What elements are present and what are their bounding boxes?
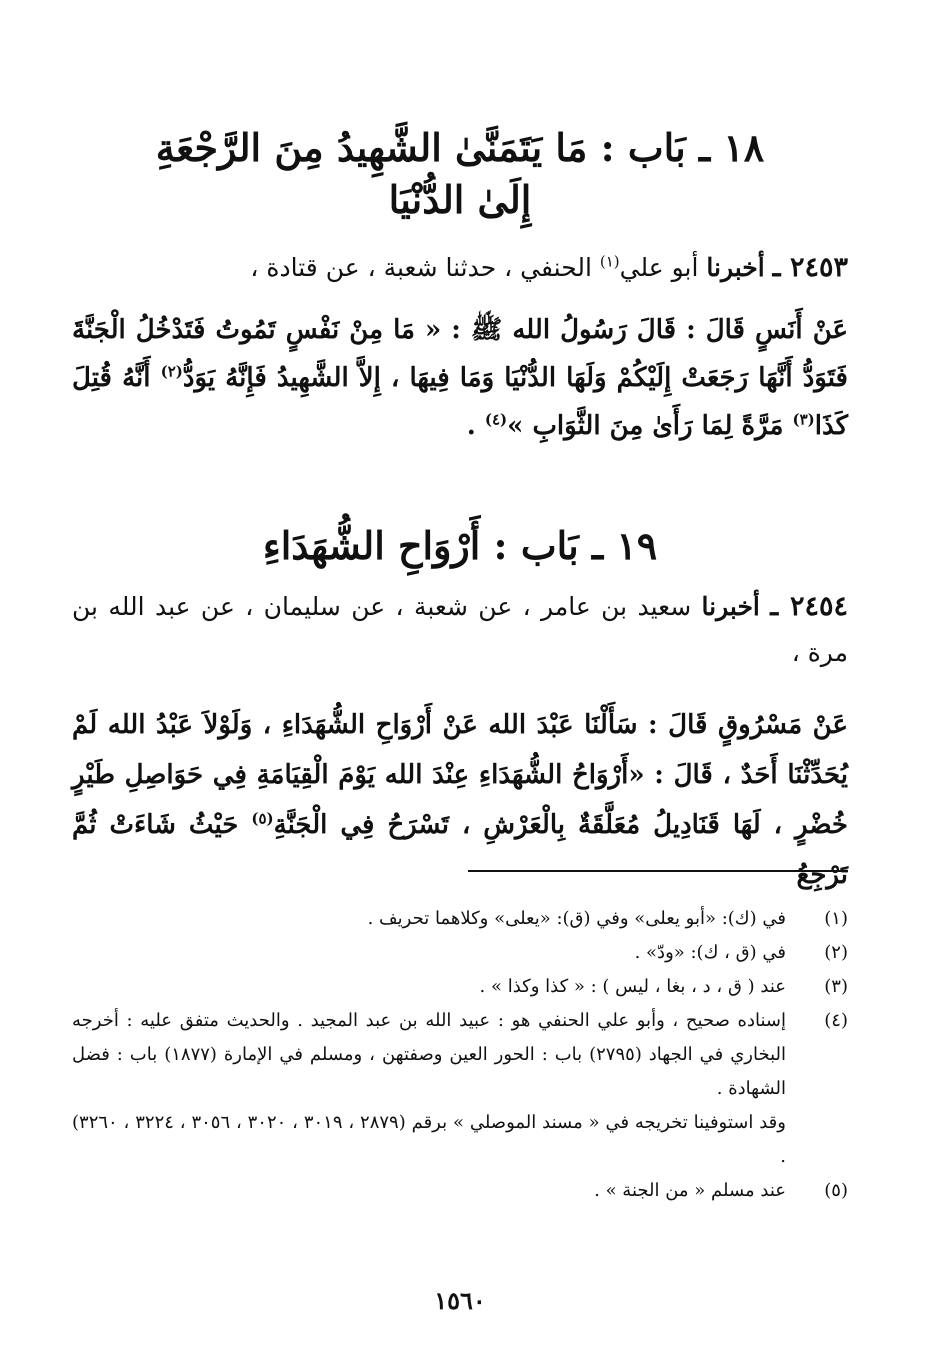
matn-text-c: مَرَّةً لِمَا رَأَىٰ مِنَ الثَّوَابِ » [507,411,784,441]
footnote-line: إسناده صحيح ، وأبو علي الحنفي هو : عبيد الله بن عبد المجيد . والحديث متفق عليه : أخرجه البخاري في الجهاد (٢٧٩٥) باب : الحور العين وصفتهن ، ومسلم في الإمارة (١٨٧٧) باب : فضل الشهادة . [72,1010,786,1099]
footnote-line: في (ك): «أبو يعلى» وفي (ق): «يعلى» وكلاهما تحريف . [367,908,786,929]
footnote-ref-4: (٤) [484,410,508,429]
footnote-marker: (٢) [824,942,848,963]
footnote-ref-3: (٣) [792,410,815,429]
footnote-item [72,1004,848,1174]
chapter-18-title-line-1: ١٨ ـ بَاب : مَا يَتَمَنَّىٰ الشَّهِيدُ مِنَ الرَّجْعَةِ [155,125,765,170]
hadith-2454-isnad [72,584,848,676]
matn-text-b: حَيْثُ شَاءَتْ ثُمَّ تَرْجِعُ [72,810,848,890]
isnad-chain: الحنفي ، حدثنا شعبة ، عن قتادة ، [250,253,592,282]
footnote-marker: (٤) [824,1010,848,1031]
footnote-text [72,1004,786,1174]
isnad-narrator: أبو علي [619,253,699,282]
book-page [72,0,848,1372]
matn-text-b: أَنَّهُ قُتِلَ كَذَا [72,363,848,441]
hadith-2453-matn [72,306,848,450]
footnote-item [72,936,848,970]
chapter-18-title-line-2: إِلَىٰ الدُّنْيَا [388,177,532,222]
chapter-19-heading [72,520,848,572]
akhbarana-word: أخبرنا [701,592,760,621]
matn-end: . [466,411,476,441]
footnotes-list [72,902,848,1208]
akhbarana-word: أخبرنا [706,253,765,282]
footnote-text [72,970,786,1004]
footnote-item [72,902,848,936]
hadith-number: ٢٤٥٣ ـ [772,252,848,283]
footnote-text [72,936,786,970]
footnote-item [72,970,848,1004]
footnote-marker: (١) [824,908,848,929]
footnote-marker: (٥) [824,1180,848,1201]
page-number: ١٥٦٠ [434,1286,486,1315]
chapter-18-heading [72,122,848,226]
footnote-line: عند مسلم « من الجنة » . [594,1180,786,1201]
footnote-separator [468,870,848,872]
chapter-19-title: ١٩ ـ بَاب : أَرْوَاحِ الشُّهَدَاءِ [262,523,658,568]
footnote-text [72,1174,786,1208]
matn-text-a: عَنْ مَسْرُوقٍ قَالَ : سَأَلْنَا عَبْدَ الله عَنْ أَرْوَاحِ الشُّهَدَاءِ ، وَلَوْلاَ عَبْدُ الله لَمْ يُحَدِّثْنَا أَحَدٌ ، قَالَ : «أَرْوَاحُ الشُّهَدَاءِ عِنْدَ الله يَوْمَ الْقِيَامَةِ فِي حَوَاصِلِ طَيْرٍ خُضْرٍ ، لَهَا قَنَادِيلُ مُعَلَّقَةٌ بِالْعَرْشِ ، تَسْرَحُ فِي الْجَنَّةِ [72,710,849,840]
footnote-line: وقد استوفينا تخريجه في « مسند الموصلي » برقم (٢٨٧٩ ، ٣٠١٩ ، ٣٠٢٠ ، ٣٠٥٦ ، ٣٢٢٤ ، ٣٢٦٠) . [72,1112,786,1167]
footnote-item [72,1174,848,1208]
footnote-ref-1: (١) [599,252,620,271]
footnote-marker: (٣) [824,976,848,997]
footnote-line: في (ق ، ك): «ودّ» . [634,942,786,963]
matn-text-a: عَنْ أَنَسٍ قَالَ : قَالَ رَسُولُ الله ﷺ : « مَا مِنْ نَفْسٍ تَمُوتُ فَتَدْخُلُ الْجَنَّةَ فَتَوَدُّ أَنَّهَا رَجَعَتْ إِلَيْكُمْ وَلَهَا الدُّنْيَا وَمَا فِيهَا ، إِلاَّ الشَّهِيدُ فَإِنَّهُ يَوَدُّ [72,315,848,393]
isnad-chain: سعيد بن عامر ، عن شعبة ، عن سليمان ، عن عبد الله بن مرة ، [72,592,848,667]
footnote-ref-2: (٢) [160,362,183,381]
footnote-text [72,902,786,936]
hadith-2453-isnad [72,246,848,290]
hadith-number: ٢٤٥٤ ـ [770,591,848,622]
footnote-line: عند ( ق ، د ، بغا ، ليس ) : « كذا وكذا » . [479,976,786,997]
footnote-ref-5: (٥) [251,809,274,828]
